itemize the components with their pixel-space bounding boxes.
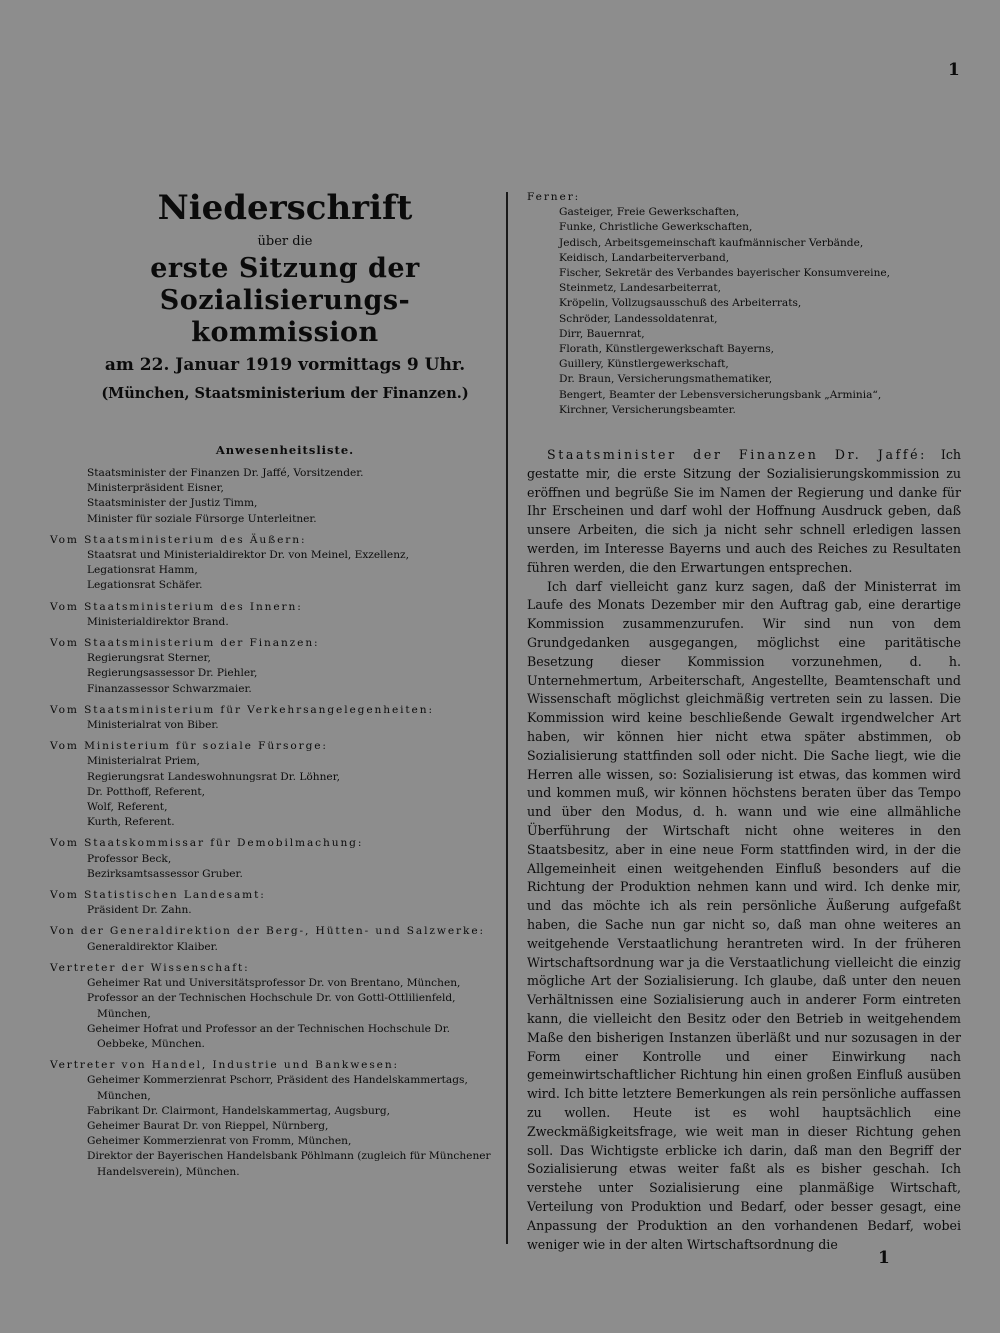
- ferner-entry: Schröder, Landessoldatenrat,: [559, 312, 718, 325]
- attendance-sections: [50, 533, 492, 1180]
- attendee: Ministerialrat Priem,: [87, 755, 200, 768]
- attendee: Regierungsassessor Dr. Piehler,: [87, 667, 258, 680]
- attendance-section: [50, 1058, 492, 1180]
- right-column: [527, 190, 961, 1254]
- attendee: Ministerialdirektor Brand.: [87, 615, 229, 628]
- ferner-entry: Steinmetz, Landesarbeiterrat,: [559, 282, 721, 295]
- speech-paragraph-1: [527, 446, 961, 578]
- attendee: Kurth, Referent.: [87, 816, 175, 829]
- attendee: Regierungsrat Landeswohnungsrat Dr. Löhner,: [87, 770, 340, 783]
- attendee: Ministerpräsident Eisner,: [87, 482, 224, 495]
- session-location: (München, Staatsministerium der Finanzen.): [101, 385, 469, 402]
- attendee: Geheimer Baurat Dr. von Rieppel, Nürnberg,: [87, 1119, 329, 1132]
- lead-entries: [50, 466, 492, 527]
- session-title-line1: erste Sitzung der Sozialisierungs-: [150, 253, 420, 316]
- attendee: Minister für soziale Fürsorge Unterleitner.: [87, 512, 317, 525]
- section-heading: Von der Generaldirektion der Berg-, Hütten- und Salzwerke:: [50, 925, 485, 938]
- section-heading: Vom Staatsministerium des Äußern:: [50, 533, 307, 546]
- document-title: Niederschrift: [157, 188, 413, 228]
- attendee: Geheimer Kommerzienrat Pschorr, Präsident des Handelskammertags, München,: [87, 1074, 468, 1102]
- ferner-entry: Florath, Künstlergewerkschaft Bayerns,: [559, 343, 775, 356]
- speaker-name: Staatsminister der Finanzen Dr. Jaffé:: [547, 447, 928, 463]
- ferner-entry: Jedisch, Arbeitsgemeinschaft kaufmännischer Verbände,: [559, 236, 864, 249]
- attendance-section: [50, 888, 492, 918]
- attendance-section: [50, 533, 492, 594]
- attendee: Legationsrat Schäfer.: [87, 579, 203, 592]
- attendance-section: [50, 600, 492, 630]
- ferner-block: [527, 190, 961, 418]
- section-heading: Vom Ministerium für soziale Fürsorge:: [50, 740, 328, 753]
- attendance-list: [50, 466, 492, 1180]
- attendee: Professor an der Technischen Hochschule Dr. von Gottl-Ottlilienfeld, München,: [87, 992, 456, 1020]
- section-heading: Vom Statistischen Landesamt:: [50, 889, 266, 902]
- attendance-section: [50, 924, 492, 954]
- ferner-entry: Dr. Braun, Versicherungsmathematiker,: [559, 373, 773, 386]
- attendance-section: [50, 739, 492, 830]
- attendee: Direktor der Bayerischen Handelsbank Pöhlmann (zugleich für Münchener Handelsverein), München.: [87, 1150, 491, 1178]
- title-connector: über die: [257, 234, 313, 249]
- section-heading: Vom Staatsministerium der Finanzen:: [50, 637, 320, 650]
- attendance-section: [50, 961, 492, 1052]
- session-date: am 22. Januar 1919 vormittags 9 Uhr.: [104, 355, 466, 375]
- attendee: Dr. Potthoff, Referent,: [87, 785, 206, 798]
- ferner-entry: Funke, Christliche Gewerkschaften,: [559, 221, 753, 234]
- paragraph-1-text: Ich gestatte mir, die erste Sitzung der Sozialisierungskommission zu eröffnen und begrüße Sie im Namen der Regierung und danke für Ihr Erscheinen und darf wohl der Hoffnung Ausdruck geben, daß unsere Arbeiten, die sich ja nicht sehr schnell erledigen lassen werden, im Interesse Bayerns und auch des Reiches zu Resultaten führen werden, die den Erwartungen entsprechen.: [527, 447, 961, 575]
- attendee: Staatsrat und Ministerialdirektor Dr. von Meinel, Exzellenz,: [87, 549, 409, 562]
- attendance-heading: Anwesenheitsliste.: [215, 443, 355, 457]
- ferner-list: [527, 205, 961, 418]
- ferner-entry: Keidisch, Landarbeiterverband,: [559, 251, 730, 264]
- section-heading: Vertreter von Handel, Industrie und Bankwesen:: [50, 1059, 400, 1072]
- attendee: Präsident Dr. Zahn.: [87, 904, 192, 917]
- page-number-top: 1: [948, 60, 960, 80]
- ferner-entry: Kirchner, Versicherungsbeamter.: [559, 403, 736, 416]
- ferner-heading: Ferner:: [527, 191, 581, 203]
- speech-paragraph-2: Ich darf vielleicht ganz kurz sagen, daß der Ministerrat im Laufe des Monats Dezember mir den Auftrag gab, eine derartige Kommission zusammenzurufen. Wir sind nun von dem Grundgedanken ausgegangen, möglichst eine paritätische Besetzung dieser Kommission vorzunehmen, d. h. Unternehmertum, Arbeiterschaft, Angestellte, Beamtenschaft und Wissenschaft möglichst gleichmäßig vertreten sein zu lassen. Die Kommission wird keine beschließende Gewalt irgendwelcher Art haben, wir können hier nicht etwa später abstimmen, ob Sozialisierung stattfinden soll oder nicht. Die Sache liegt, wie die Herren alle wissen, so: Sozialisierung ist etwas, das kommen wird und kommen muß, wir können höchstens beraten über das Tempo und über den Modus, d. h. wann und wie eine allmähliche Überführung der Wirtschaft nicht ohne weiteres in den Staatsbesitz, aber in eine neue Form stattfinden wird, in der die Allgemeinheit einen weitgehenden Einfluß besonders auf die Richtung der Produktion nehmen kann und wird. Ich denke mir, und das möchte ich als rein persönliche Äußerung aufgefaßt haben, die Sache nun gar nicht so, daß man ohne weiteres an weitgehende Verstaatlichung herantreten wird. In der früheren Wirtschaftsordnung war ja die Verstaatlichung vielleicht die einzig mögliche Art der Sozialisierung. Ich glaube, daß unter den neuen Verhältnissen eine Sozialisierung auch in anderer Form eintreten kann, die vielleicht den Besitz oder den Betrieb in weitgehendem Maße den bisherigen Instanzen überläßt und nur sozusagen in der Form einer Kontrolle und einer Einwirkung nach gemeinwirtschaftlicher Richtung hin einen großen Einfluß ausüben wird. Ich bitte letztere Bemerkungen als rein persönliche auffassen zu wollen. Heute ist es wohl hauptsächlich eine Zweckmäßigkeitsfrage, wie weit man in dieser Richtung gehen soll. Das Wichtigste erblicke ich darin, daß man den Begriff der Sozialisierung etwas weiter faßt als es bisher geschah. Ich verstehe unter Sozialisierung eine planmäßige Wirtschaft, Verteilung von Produktion und Bedarf, oder besser gesagt, eine Anpassung der Produktion an den vorhandenen Bedarf, wobei weniger wie in der alten Wirtschaftsordnung die: [527, 578, 961, 1252]
- section-heading: Vertreter der Wissenschaft:: [50, 961, 250, 974]
- attendee: Geheimer Rat und Universitätsprofessor Dr. von Brentano, München,: [87, 977, 461, 990]
- ferner-entry: Gasteiger, Freie Gewerkschaften,: [559, 206, 740, 219]
- ferner-entry: Dirr, Bauernrat,: [559, 327, 645, 340]
- attendee: Bezirksamtsassessor Gruber.: [87, 867, 243, 880]
- attendee: Legationsrat Hamm,: [87, 564, 198, 577]
- section-heading: Vom Staatskommissar für Demobilmachung:: [50, 837, 364, 850]
- attendee: Professor Beck,: [87, 852, 172, 865]
- attendee: Staatsminister der Justiz Timm,: [87, 497, 258, 510]
- session-title-line2: kommission: [191, 317, 379, 348]
- attendee: Finanzassessor Schwarzmaier.: [87, 682, 252, 695]
- left-column: [50, 185, 492, 1180]
- attendance-section: [50, 836, 492, 882]
- speech-body: [527, 446, 961, 1254]
- attendee: Staatsminister der Finanzen Dr. Jaffé, Vorsitzender.: [87, 467, 364, 479]
- attendee: Generaldirektor Klaiber.: [87, 940, 218, 953]
- attendee: Geheimer Kommerzienrat von Fromm, München,: [87, 1135, 352, 1148]
- attendance-section: [50, 636, 492, 697]
- section-heading: Vom Staatsministerium für Verkehrsangelegenheiten:: [50, 703, 434, 716]
- ferner-entry: Kröpelin, Vollzugsausschuß des Arbeiterrats,: [559, 297, 802, 310]
- attendee: Wolf, Referent,: [87, 801, 168, 814]
- ferner-entry: Guillery, Künstlergewerkschaft,: [559, 358, 729, 371]
- column-divider: [506, 192, 508, 1244]
- section-heading: Vom Staatsministerium des Innern:: [50, 600, 303, 613]
- ferner-entry: Fischer, Sekretär des Verbandes bayerischer Konsumvereine,: [559, 267, 891, 280]
- attendee: Fabrikant Dr. Clairmont, Handelskammertag, Augsburg,: [87, 1104, 391, 1117]
- attendee: Ministerialrat von Biber.: [87, 719, 219, 732]
- ferner-entry: Bengert, Beamter der Lebensversicherungsbank „Arminia“,: [559, 388, 882, 401]
- page-number-bottom: 1: [878, 1248, 890, 1268]
- attendance-section: [50, 703, 492, 733]
- attendee: Geheimer Hofrat und Professor an der Technischen Hochschule Dr. Oebbeke, München.: [87, 1022, 451, 1050]
- attendee: Regierungsrat Sterner,: [87, 652, 211, 665]
